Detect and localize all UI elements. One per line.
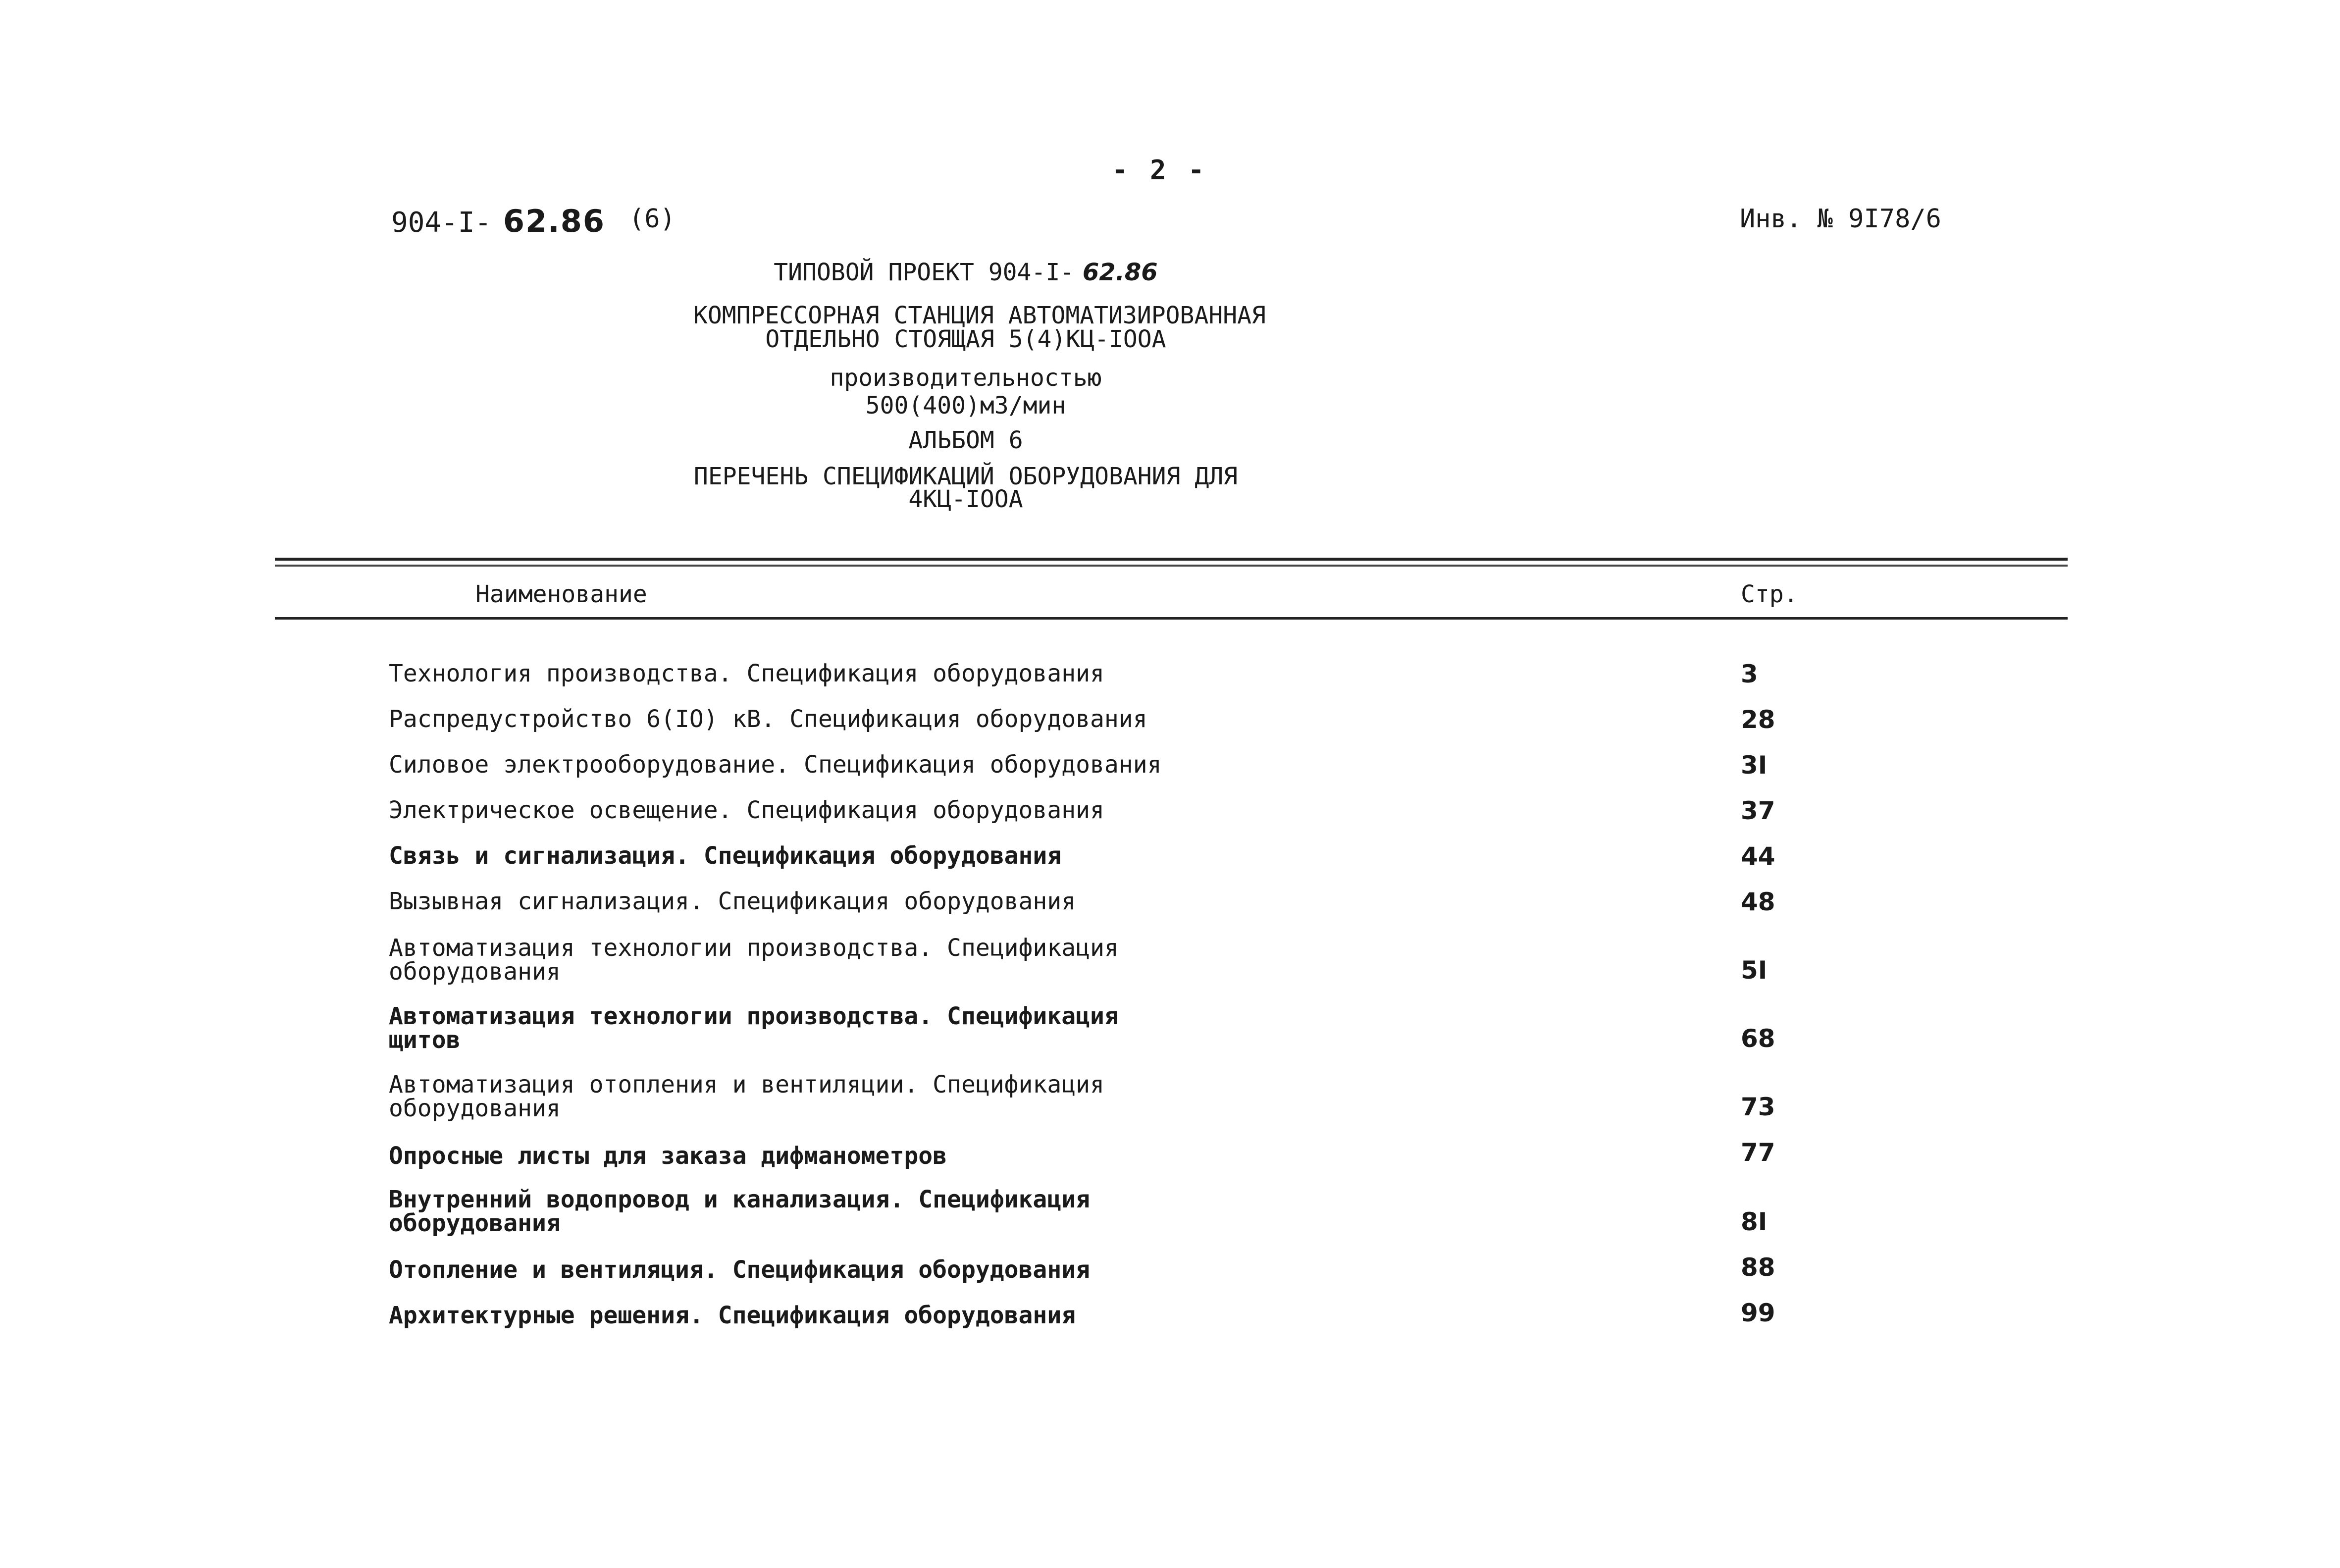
- table-row-page: 99: [1741, 1299, 1775, 1327]
- table-row-name: Отопление и вентиляция. Спецификация оборудования: [389, 1256, 1091, 1284]
- table-row-page: 3: [1741, 660, 1758, 688]
- document-code: [391, 203, 605, 239]
- table-row-name-line1: Автоматизация технологии производства. Спецификация: [389, 934, 1119, 962]
- table-row-name: Вызывная сигнализация. Спецификация оборудования: [389, 888, 1076, 915]
- table-row-name: Архитектурные решения. Спецификация оборудования: [389, 1302, 1076, 1329]
- table-row-name: [389, 1004, 1119, 1052]
- list-title: [693, 465, 1238, 511]
- table-row-name: [389, 1188, 1090, 1235]
- table-row-page: 77: [1741, 1138, 1775, 1167]
- capacity-value: 500(400)м3/мин: [865, 392, 1066, 419]
- capacity-label: производительностью: [830, 364, 1102, 392]
- table-row-name: Технология производства. Спецификация оборудования: [389, 660, 1104, 687]
- page-number: - 2 -: [1112, 155, 1207, 186]
- project-title-prefix: ТИПОВОЙ ПРОЕКТ 904-I-: [774, 259, 1075, 286]
- document-code-prefix: 904-I-: [391, 207, 492, 239]
- table-row-page: 44: [1741, 842, 1775, 871]
- table-row-name-line2: щитов: [389, 1026, 461, 1054]
- table-row-name-line1: Автоматизация технологии производства. Спецификация: [389, 1002, 1119, 1030]
- list-title-line1: ПЕРЕЧЕНЬ СПЕЦИФИКАЦИЙ ОБОРУДОВАНИЯ ДЛЯ: [693, 463, 1238, 490]
- inventory-number: Инв. № 9I78/6: [1740, 204, 1941, 234]
- table-row-name: Распредустройство 6(IO) кВ. Спецификация оборудования: [389, 705, 1147, 733]
- station-name-line1: КОМПРЕССОРНАЯ СТАНЦИЯ АВТОМАТИЗИРОВАННАЯ: [693, 302, 1266, 329]
- table-top-rule-second: [275, 565, 2068, 567]
- station-name-line2: ОТДЕЛЬНО СТОЯЩАЯ 5(4)КЦ-IООА: [765, 325, 1166, 353]
- table-row-page: 5I: [1741, 956, 1768, 985]
- table-row-name: [389, 1073, 1104, 1120]
- column-header-name: Наименование: [475, 580, 647, 608]
- table-row-name-line2: оборудования: [389, 1095, 561, 1122]
- table-row-name: Опросные листы для заказа дифманометров: [389, 1142, 947, 1170]
- project-title: [693, 260, 1238, 285]
- table-row-name-line2: оборудования: [389, 958, 561, 986]
- table-row-page: 37: [1741, 796, 1775, 825]
- document-code-suffix: 62.86: [491, 203, 605, 239]
- table-row-name: Силовое электрооборудование. Спецификация оборудования: [389, 751, 1162, 779]
- album-label: АЛЬБОМ 6: [908, 426, 1023, 454]
- table-row-page: 73: [1741, 1093, 1775, 1121]
- table-row-page: 68: [1741, 1024, 1775, 1053]
- table-row-name-line1: Внутренний водопровод и канализация. Спецификация: [389, 1186, 1091, 1213]
- table-row-name-line2: оборудования: [389, 1209, 561, 1237]
- table-header-rule: [275, 617, 2068, 620]
- column-header-page: Стр.: [1741, 580, 1798, 608]
- table-row-name: Электрическое освещение. Спецификация оборудования: [389, 796, 1104, 824]
- table-row-page: 88: [1741, 1253, 1775, 1282]
- table-row-name: Связь и сигнализация. Спецификация оборудования: [389, 842, 1062, 870]
- list-title-line2: 4КЦ-IООА: [908, 485, 1023, 513]
- station-name: [693, 302, 1266, 353]
- table-row-page: 3I: [1741, 751, 1768, 780]
- project-title-suffix: 62.86: [1074, 259, 1158, 286]
- table-row-page: 28: [1741, 705, 1775, 734]
- issue-number: (6): [629, 204, 676, 234]
- table-top-rule: [275, 558, 2068, 561]
- table-row-name: [389, 936, 1119, 984]
- title-block: [693, 259, 1266, 513]
- capacity: [693, 364, 1238, 419]
- table-row-page: 48: [1741, 888, 1775, 916]
- table-row-name-line1: Автоматизация отопления и вентиляции. Спецификация: [389, 1071, 1104, 1098]
- table-row-page: 8I: [1741, 1207, 1768, 1236]
